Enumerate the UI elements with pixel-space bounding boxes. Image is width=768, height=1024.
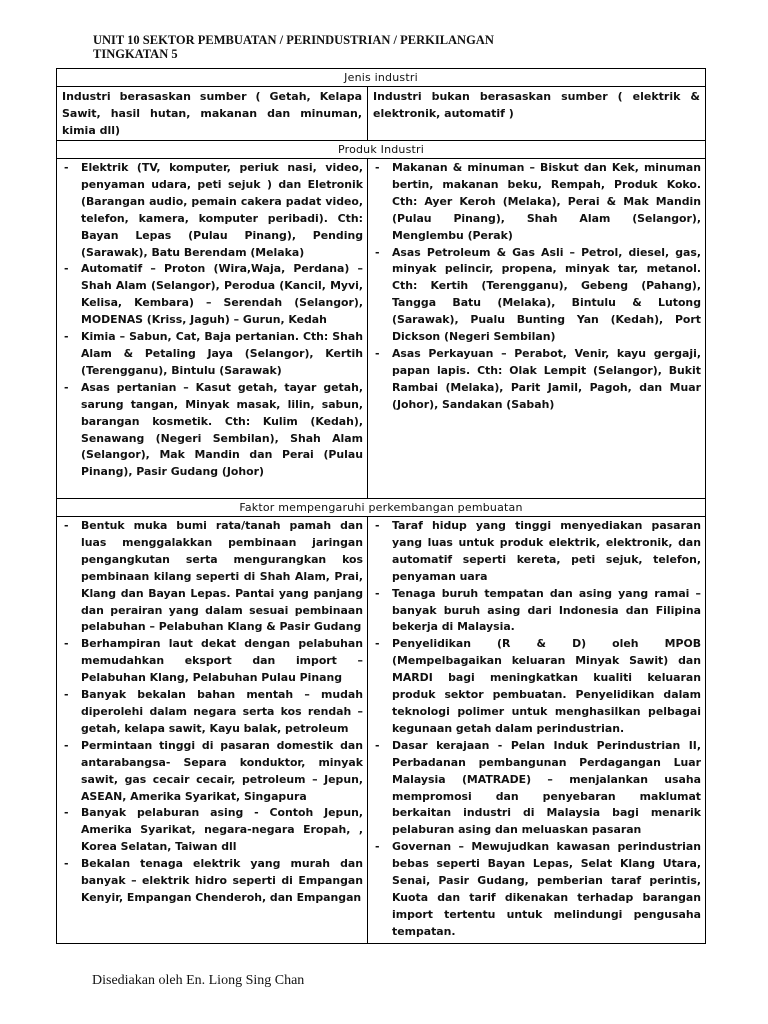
list-item: - Taraf hidup yang tinggi menyediakan pasaran yang luas untuk produk elektrik, elektronik, dan automatif seperti kereta, peti sejuk, telefon, penyaman uara	[372, 518, 701, 586]
produk-left-list	[61, 160, 363, 481]
section-title-jenis-industri: Jenis industri	[57, 69, 706, 87]
list-item: - Asas pertanian – Kasut getah, tayar getah, sarung tangan, Minyak masak, lilin, sabun, barangan kosmetik. Cth: Kulim (Kedah), Senawang (Negeri Sembilan), Shah Alam (Selangor), Mak Mandin dan Perai (Pulau Pinang), Pasir Gudang (Johor)	[61, 380, 363, 481]
document-header	[93, 33, 494, 61]
list-item: - Tenaga buruh tempatan dan asing yang ramai – banyak buruh asing dari Indonesia dan Filipina bekerja di Malaysia.	[372, 586, 701, 637]
section-title-faktor: Faktor mempengaruhi perkembangan pembuatan	[57, 499, 706, 517]
section-header-jenis	[57, 69, 706, 87]
list-item: - Banyak pelaburan asing - Contoh Jepun, Amerika Syarikat, negara-negara Eropah, , Korea Selatan, Taiwan dll	[61, 805, 363, 856]
header-subtitle: TINGKATAN 5	[93, 47, 178, 61]
notes-table	[56, 68, 706, 944]
cell-produk-left	[57, 159, 368, 499]
list-item: - Bentuk muka bumi rata/tanah pamah dan luas menggalakkan pembinaan jaringan pengangkutan serta mengurangkan kos pembinaan kilang seperti di Shah Alam, Prai, Klang dan Bayan Lepas. Pantai yang panjang dan perairan yang dalam sesuai pembinaan pelabuhan – Pelabuhan Klang & Pasir Gudang	[61, 518, 363, 636]
section-title-produk-industri: Produk Industri	[57, 141, 706, 159]
list-item: - Banyak bekalan bahan mentah – mudah diperolehi dalam negara serta kos rendah – getah, kelapa sawit, Kayu balak, petroleum	[61, 687, 363, 738]
list-item: - Bekalan tenaga elektrik yang murah dan banyak – elektrik hidro seperti di Empangan Kenyir, Empangan Chenderoh, dan Empangan	[61, 856, 363, 907]
footer-credit: Disediakan oleh En. Liong Sing Chan	[92, 973, 305, 988]
cell-industri-bukan-berasaskan-sumber: Industri bukan berasaskan sumber ( elektrik & elektronik, automatif )	[368, 87, 706, 141]
row-faktor	[57, 517, 706, 944]
list-item: - Asas Petroleum & Gas Asli – Petrol, diesel, gas, minyak pelincir, propena, minyak tar, metanol. Cth: Kertih (Terengganu), Gebeng (Pahang), Tangga Batu (Melaka), Bintulu & Lutong (Sarawak), Pualu Bunting Yan (Kedah), Port Dickson (Negeri Sembilan)	[372, 245, 701, 346]
cell-produk-right	[368, 159, 706, 499]
faktor-left-list	[61, 518, 363, 907]
list-item: - Dasar kerajaan - Pelan Induk Perindustrian II, Perbadanan pembangunan Perdagangan Luar Malaysia (MATRADE) – menjalankan usaha mempromosi dan penyebaran maklumat berkaitan industri di Malaysia bagi menarik pelaburan asing dan meluaskan pasaran	[372, 738, 701, 839]
list-item: - Automatif – Proton (Wira,Waja, Perdana) – Shah Alam (Selangor), Perodua (Kancil, Myvi, Kelisa, Kembara) – Serendah (Selangor), MODENAS (Kriss, Jaguh) – Gurun, Kedah	[61, 261, 363, 329]
cell-faktor-left	[57, 517, 368, 944]
cell-faktor-right	[368, 517, 706, 944]
list-item: - Makanan & minuman – Biskut dan Kek, minuman bertin, makanan beku, Rempah, Produk Koko. Cth: Ayer Keroh (Melaka), Perai & Mak Mandin (Pulau Pinang), Shah Alam (Selangor), Menglembu (Perak)	[372, 160, 701, 245]
produk-right-list	[372, 160, 701, 414]
list-item: - Kimia – Sabun, Cat, Baja pertanian. Cth: Shah Alam & Petaling Jaya (Selangor), Kertih (Terengganu), Bintulu (Sarawak)	[61, 329, 363, 380]
list-item: - Elektrik (TV, komputer, periuk nasi, video, penyaman udara, peti sejuk ) dan Eletronik (Barangan audio, pemain cakera padat video, telefon, kamera, komputer peribadi). Cth: Bayan Lepas (Pulau Pinang), Pending (Sarawak), Batu Berendam (Melaka)	[61, 160, 363, 261]
list-item: - Berhampiran laut dekat dengan pelabuhan memudahkan eksport dan import – Pelabuhan Klang, Pelabuhan Pulau Pinang	[61, 636, 363, 687]
list-item: - Permintaan tinggi di pasaran domestik dan antarabangsa- Separa konduktor, minyak sawit, gas cecair cecair, petroleum – Jepun, ASEAN, Amerika Syarikat, Singapura	[61, 738, 363, 806]
list-item: - Governan – Mewujudkan kawasan perindustrian bebas seperti Bayan Lepas, Selat Klang Utara, Senai, Pasir Gudang, pemberian taraf perintis, Kuota dan tarif dikenakan terhadap barangan import tertentu untuk melindungi pengusaha tempatan.	[372, 839, 701, 940]
header-title: UNIT 10 SEKTOR PEMBUATAN / PERINDUSTRIAN / PERKILANGAN	[93, 33, 494, 47]
list-item: - Asas Perkayuan – Perabot, Venir, kayu gergaji, papan lapis. Cth: Olak Lempit (Selangor), Bukit Rambai (Melaka), Parit Jamil, Pagoh, dan Muar (Johor), Sandakan (Sabah)	[372, 346, 701, 414]
section-header-produk	[57, 141, 706, 159]
list-item: - Penyelidikan (R & D) oleh MPOB (Mempelbagaikan keluaran Minyak Sawit) dan MARDI bagi meningkatkan kualiti keluaran produk sektor pembuatan. Penyelidikan dalam teknologi polimer untuk menghasilkan pelbagai kegunaan getah dalam perindustrian.	[372, 636, 701, 737]
cell-industri-berasaskan-sumber: Industri berasaskan sumber ( Getah, Kelapa Sawit, hasil hutan, makanan dan minuman, kimia dll)	[57, 87, 368, 141]
faktor-right-list	[372, 518, 701, 941]
row-produk-industri	[57, 159, 706, 499]
section-header-faktor	[57, 499, 706, 517]
row-jenis-industri	[57, 87, 706, 141]
